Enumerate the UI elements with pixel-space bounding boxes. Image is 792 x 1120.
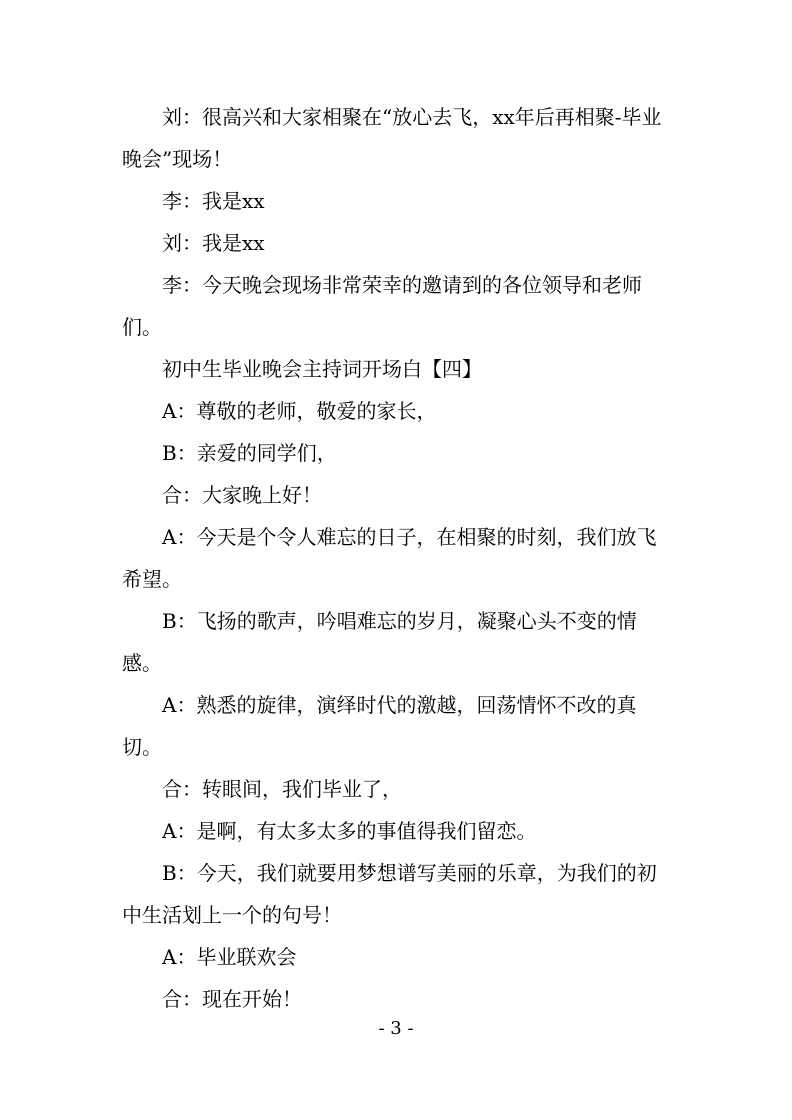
paragraph-li-welcome: 李：今天晚会现场非常荣幸的邀请到的各位领导和老师们。	[122, 273, 642, 339]
page-number: - 3 -	[378, 1018, 414, 1039]
paragraph-a-memorable-day: A：今天是个令人难忘的日子，在相聚的时刻，我们放飞希望。	[122, 525, 657, 591]
paragraph-a-melody: A：熟悉的旋律，演绎时代的激越，回荡情怀不改的真切。	[122, 693, 637, 759]
paragraph-b-songs: B：飞扬的歌声，吟唱难忘的岁月，凝聚心头不变的情感。	[122, 609, 637, 675]
paragraph-a-memories: A：是啊，有太多太多的事值得我们留恋。	[162, 819, 537, 843]
paragraph-li-intro: 李：我是xx	[162, 189, 265, 213]
paragraph-a-greeting: A：尊敬的老师，敬爱的家长，	[162, 399, 437, 423]
paragraph-b-dreams: B：今天，我们就要用梦想谱写美丽的乐章，为我们的初中生活划上一个的句号！	[122, 861, 657, 927]
paragraph-together-greeting: 合：大家晚上好！	[162, 483, 322, 507]
paragraph-a-party: A：毕业联欢会	[162, 945, 297, 969]
paragraph-b-greeting: B：亲爱的同学们，	[162, 441, 337, 465]
paragraph-together-graduated: 合：转眼间，我们毕业了，	[162, 777, 402, 801]
document-body	[122, 96, 674, 1020]
paragraph-liu-intro: 刘：我是xx	[162, 231, 265, 255]
section-heading: 初中生毕业晚会主持词开场白【四】	[162, 357, 482, 381]
paragraph-greeting: 刘：很高兴和大家相聚在“放心去飞，xx年后再相聚-毕业晚会”现场！	[122, 105, 662, 171]
paragraph-together-begin: 合：现在开始！	[162, 987, 302, 1011]
